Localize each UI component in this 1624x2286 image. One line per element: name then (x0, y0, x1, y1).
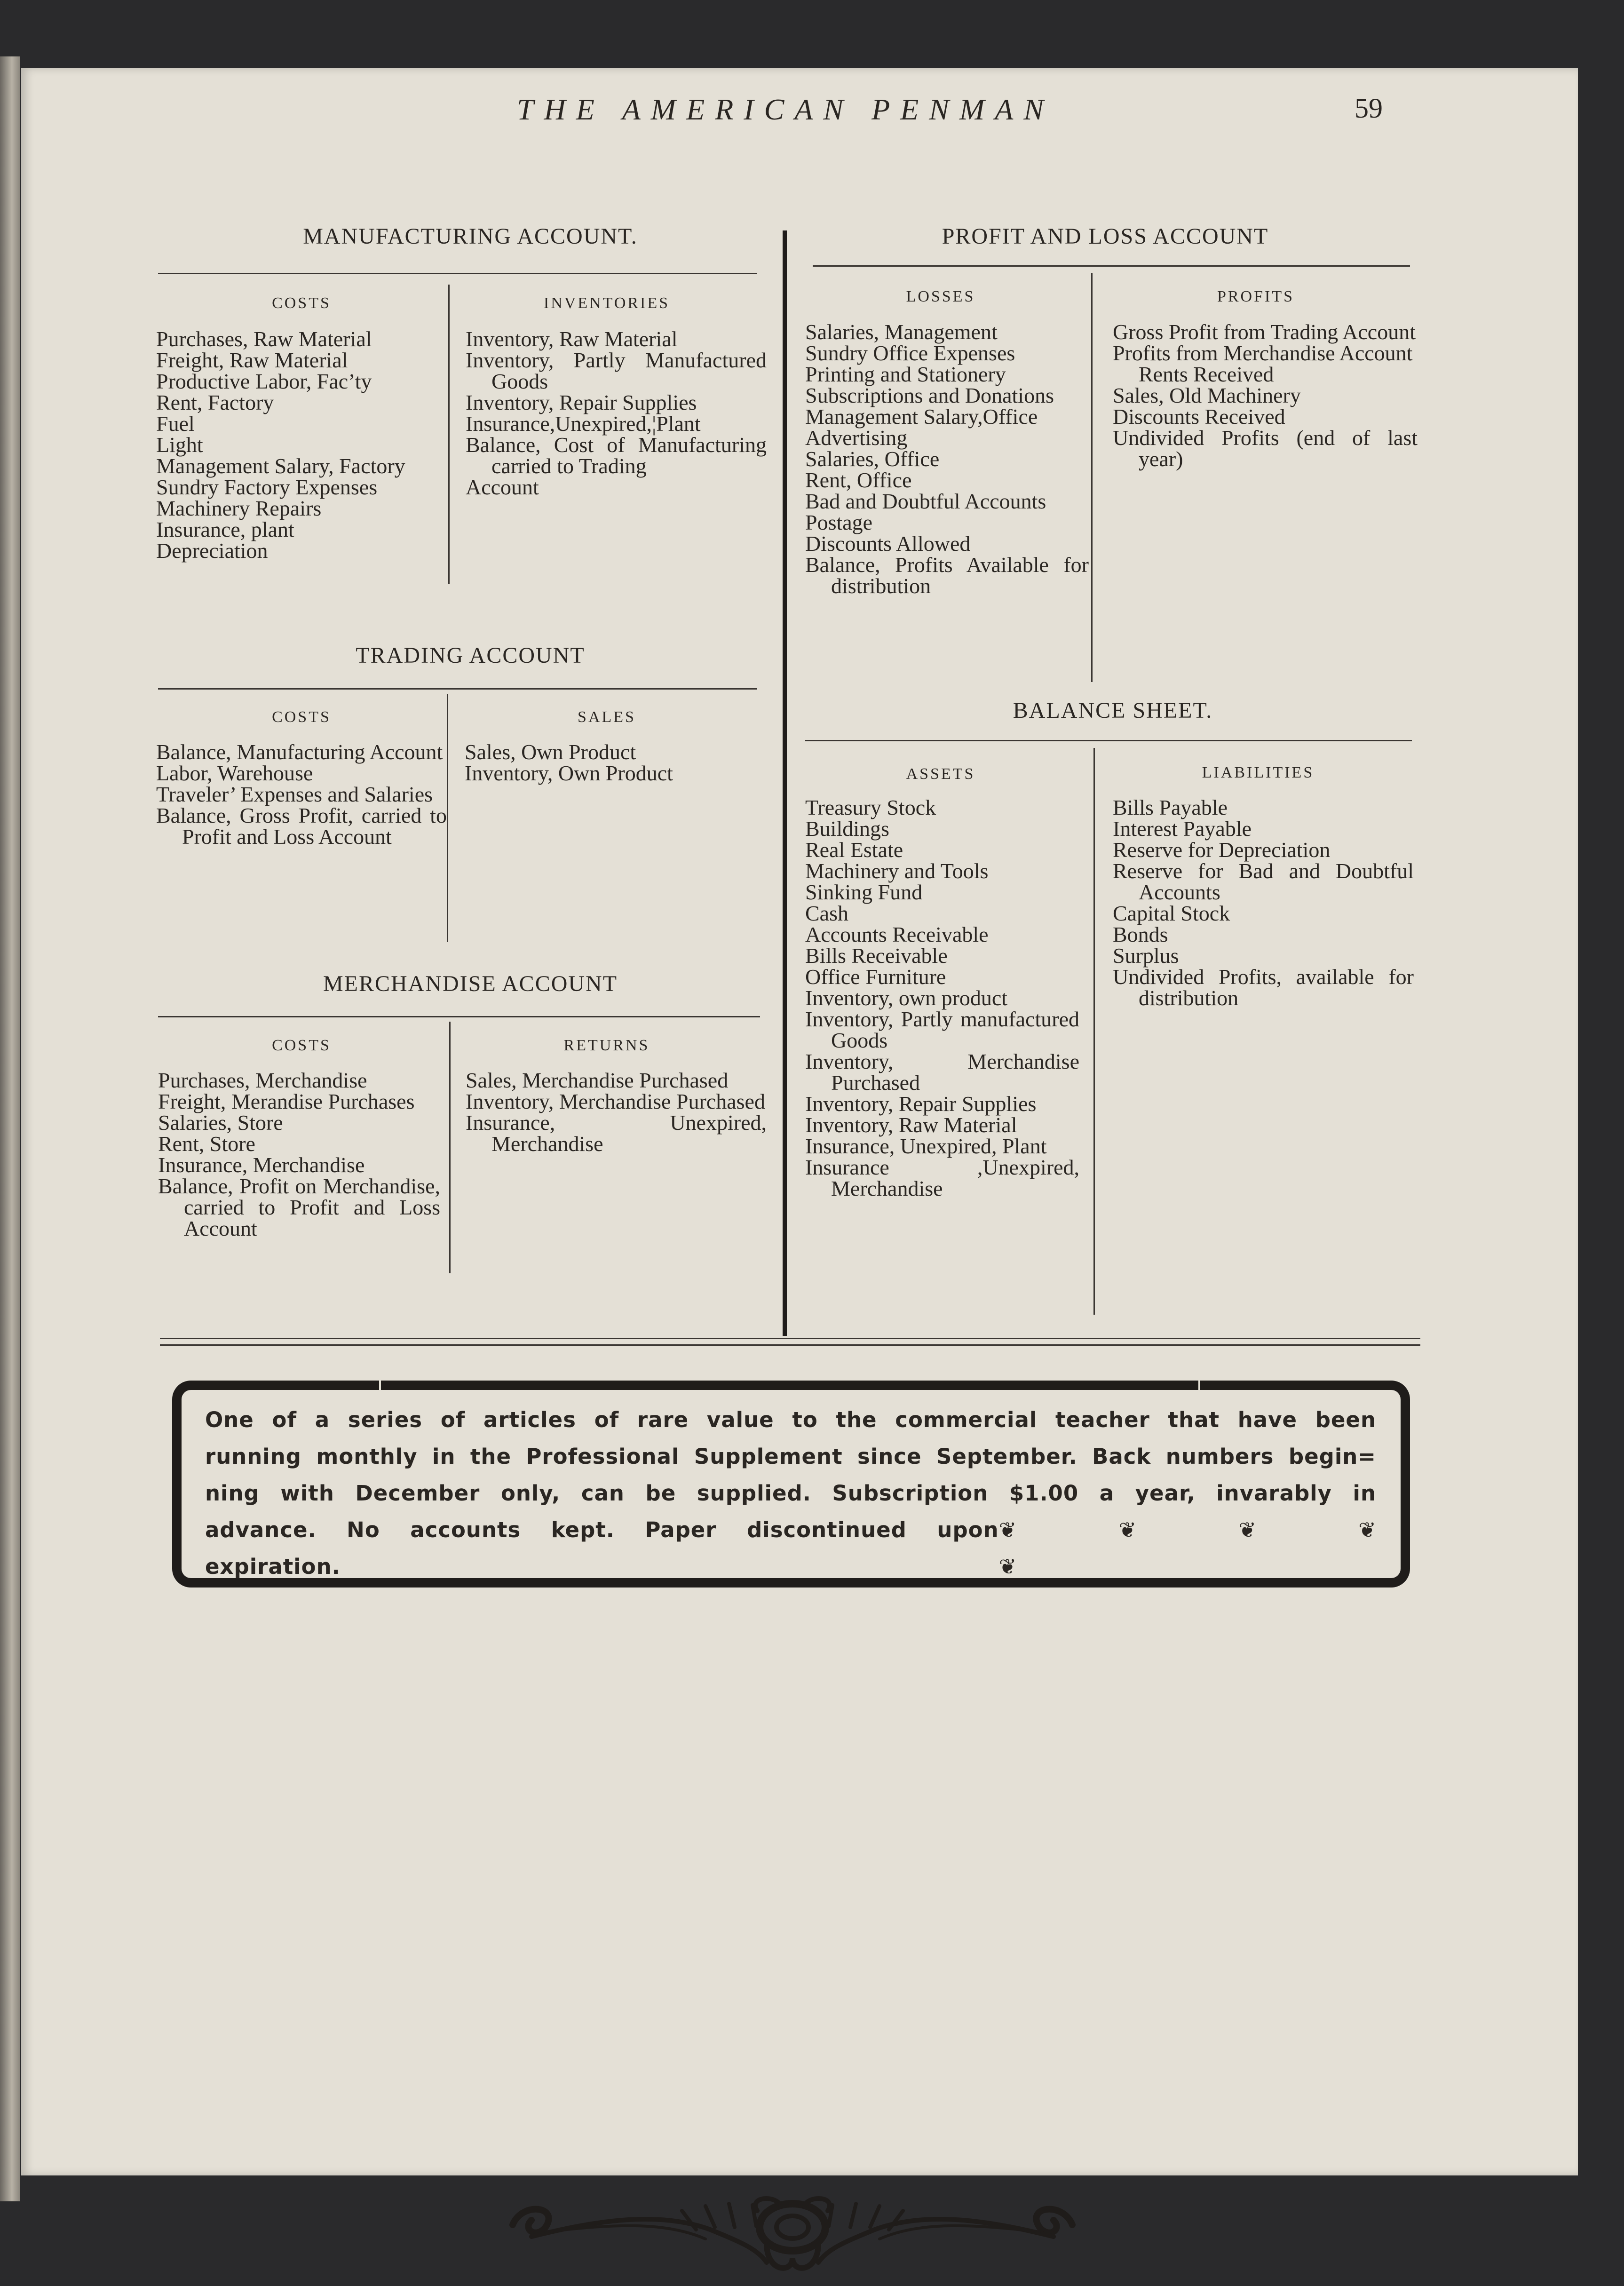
list-item: Rent, Factory (156, 390, 274, 414)
list-item: Interest Payable (1113, 817, 1252, 841)
balance-sheet-divider (1093, 748, 1095, 1315)
list-item: Sinking Fund (805, 880, 923, 904)
list-item: Sales, Own Product (465, 740, 636, 764)
list-item: Advertising (805, 426, 908, 450)
list-item: Inventory, own product (805, 986, 1008, 1010)
list-item: Insurance ,Unexpired, Merchandise (805, 1155, 1079, 1200)
notice-line: One of a series of articles of rare value to the commercial teacher that have been (205, 1407, 1376, 1432)
list-item: Bills Payable (1113, 795, 1228, 819)
box-notch (379, 1381, 381, 1391)
notice-line: running monthly in the Professional Supplement since September. Back numbers begin= (205, 1444, 1376, 1469)
list-item: Productive Labor, Fac’ty (156, 369, 372, 393)
list-item: Postage (805, 510, 873, 534)
list-item: Sales, Merchandise Purchased (466, 1068, 729, 1092)
list-item: Inventory, Repair Supplies (466, 390, 697, 414)
list-item: Rents Received (1139, 362, 1274, 386)
list-item: Inventory, Raw Material (466, 327, 678, 351)
list-item: Inventory, Partly manufactured Goods (805, 1007, 1079, 1052)
merchandise-costs-list (158, 1070, 440, 1239)
list-item: Fuel (156, 412, 195, 436)
profit-loss-profits-list (1113, 321, 1418, 469)
profit-loss-divider (1091, 273, 1093, 682)
list-item: Depreciation (156, 539, 268, 563)
list-item: Real Estate (805, 838, 903, 862)
list-item: Treasury Stock (805, 795, 936, 819)
list-item: Management Salary, Factory (156, 454, 405, 478)
list-item: Inventory, Raw Material (805, 1113, 1017, 1137)
notice-line: advance. No accounts kept. Paper discontinued upon expiration. (205, 1517, 999, 1579)
list-item: Insurance, plant (156, 517, 294, 541)
fleuron-icons: ❦ ❦ ❦ ❦ ❦ (998, 1517, 1409, 1579)
list-item: Accounts Receivable (805, 922, 989, 946)
list-item: Cash (805, 901, 848, 925)
list-item: Inventory, Partly Manufactured Goods (466, 348, 767, 393)
list-item: Salaries, Office (805, 447, 940, 471)
list-item: Surplus (1113, 944, 1179, 968)
list-item: Rent, Store (158, 1132, 255, 1156)
list-item: Reserve for Depreciation (1113, 838, 1331, 862)
list-item: Buildings (805, 817, 889, 841)
facing-page-edge (0, 56, 20, 2201)
double-rule-bottom (160, 1344, 1420, 1346)
list-item: Purchases, Raw Material (156, 327, 372, 351)
trading-costs-list (156, 741, 447, 847)
list-item: Balance, Gross Profit, carried to Profit and Loss Account (156, 803, 447, 849)
trading-sales-head: SALES (578, 708, 636, 726)
merchandise-divider (449, 1022, 451, 1273)
profit-loss-losses-list (805, 321, 1089, 596)
list-item: Inventory, Merchandise Purchased (466, 1089, 765, 1113)
list-item: Discounts Received (1113, 405, 1285, 429)
list-item: Insurance,Unexpired,¦Plant (466, 412, 701, 436)
list-item: Undivided Profits, available for distribution (1113, 965, 1414, 1010)
subscription-notice (205, 1402, 1409, 1585)
list-item: Machinery Repairs (156, 496, 322, 520)
manufacturing-title: MANUFACTURING ACCOUNT. (303, 224, 638, 249)
list-item: Profits from Merchandise Account (1113, 341, 1413, 365)
box-notch (1198, 1381, 1200, 1391)
profit-loss-title: PROFIT AND LOSS ACCOUNT (942, 224, 1269, 249)
trading-sales-list (465, 741, 766, 784)
list-item: Traveler’ Expenses and Salaries (156, 782, 433, 806)
profit-loss-losses-head: LOSSES (906, 288, 975, 305)
list-item: Sundry Office Expenses (805, 341, 1015, 365)
decorative-ornament-icon (503, 2192, 1082, 2286)
list-item: Sundry Factory Expenses (156, 475, 378, 499)
list-item: Balance, Profit on Merchandise, carried to Profit and Loss Account (158, 1174, 440, 1240)
list-item: Purchases, Merchandise (158, 1068, 367, 1092)
list-item: Inventory, Own Product (465, 761, 673, 785)
trading-rule (158, 688, 757, 690)
notice-line: ning with December only, can be supplied. Subscription $1.00 a year, invarably in (205, 1481, 1376, 1506)
balance-sheet-rule (805, 740, 1412, 741)
balance-sheet-assets-list (805, 797, 1079, 1199)
list-item: Insurance, Merchandise (158, 1153, 365, 1177)
running-title: THE AMERICAN PENMAN (516, 93, 1054, 126)
list-item: Capital Stock (1113, 901, 1230, 925)
manufacturing-inventories-list (466, 328, 767, 498)
list-item: Freight, Merandise Purchases (158, 1089, 415, 1113)
manufacturing-costs-list (156, 328, 444, 561)
profit-loss-rule (813, 265, 1410, 267)
manufacturing-divider (448, 285, 450, 584)
trading-title: TRADING ACCOUNT (356, 643, 585, 668)
manufacturing-inventories-head: INVENTORIES (543, 294, 670, 312)
merchandise-costs-head: COSTS (272, 1037, 331, 1054)
list-item: Subscriptions and Donations (805, 383, 1054, 407)
list-item: Salaries, Store (158, 1111, 283, 1135)
manufacturing-rule (158, 273, 757, 274)
double-rule-top (160, 1338, 1420, 1339)
manufacturing-costs-head: COSTS (272, 294, 331, 312)
list-item: Undivided Profits (end of last year) (1113, 426, 1418, 471)
list-item: Bonds (1113, 922, 1168, 946)
list-item: Discounts Allowed (805, 532, 971, 556)
list-item: Balance, Manufacturing Account (156, 740, 443, 764)
list-item: Labor, Warehouse (156, 761, 313, 785)
page-number: 59 (1355, 93, 1383, 124)
list-item: Freight, Raw Material (156, 348, 348, 372)
list-item: Gross Profit from Trading Account (1113, 320, 1416, 344)
list-item: Balance, Profits Available for distribution (805, 553, 1089, 598)
list-item: Bad and Doubtful Accounts (805, 489, 1046, 513)
balance-sheet-liabilities-list (1113, 797, 1414, 1008)
list-item: Insurance, Unexpired, Merchandise (466, 1111, 767, 1156)
list-item: Balance, Cost of Manufacturing carried to Trading (466, 433, 767, 478)
balance-sheet-assets-head: ASSETS (906, 765, 975, 783)
list-item: Light (156, 433, 203, 457)
list-item: Rent, Office (805, 468, 912, 492)
balance-sheet-liabilities-head: LIABILITIES (1202, 764, 1315, 781)
list-item: Office Furniture (805, 965, 946, 989)
profit-loss-profits-head: PROFITS (1217, 288, 1295, 305)
list-item: Bills Receivable (805, 944, 948, 968)
list-item: Account (466, 475, 539, 499)
list-item: Management Salary,Office (805, 405, 1038, 429)
list-item: Sales, Old Machinery (1113, 383, 1301, 407)
balance-sheet-title: BALANCE SHEET. (1013, 698, 1213, 723)
notice-last-line (205, 1512, 1409, 1585)
merchandise-returns-head: RETURNS (563, 1037, 650, 1054)
list-item: Inventory, Merchandise Purchased (805, 1049, 1079, 1095)
list-item: Insurance, Unexpired, Plant (805, 1134, 1047, 1158)
list-item: Inventory, Repair Supplies (805, 1092, 1037, 1116)
list-item: Machinery and Tools (805, 859, 989, 883)
merchandise-returns-list (466, 1070, 767, 1154)
trading-costs-head: COSTS (272, 708, 331, 726)
list-item: Salaries, Management (805, 320, 998, 344)
column-separator (783, 230, 787, 1336)
trading-divider (447, 694, 448, 942)
merchandise-title: MERCHANDISE ACCOUNT (323, 971, 618, 996)
list-item: Printing and Stationery (805, 362, 1006, 386)
merchandise-rule (158, 1016, 760, 1017)
list-item: Reserve for Bad and Doubtful Accounts (1113, 859, 1414, 904)
